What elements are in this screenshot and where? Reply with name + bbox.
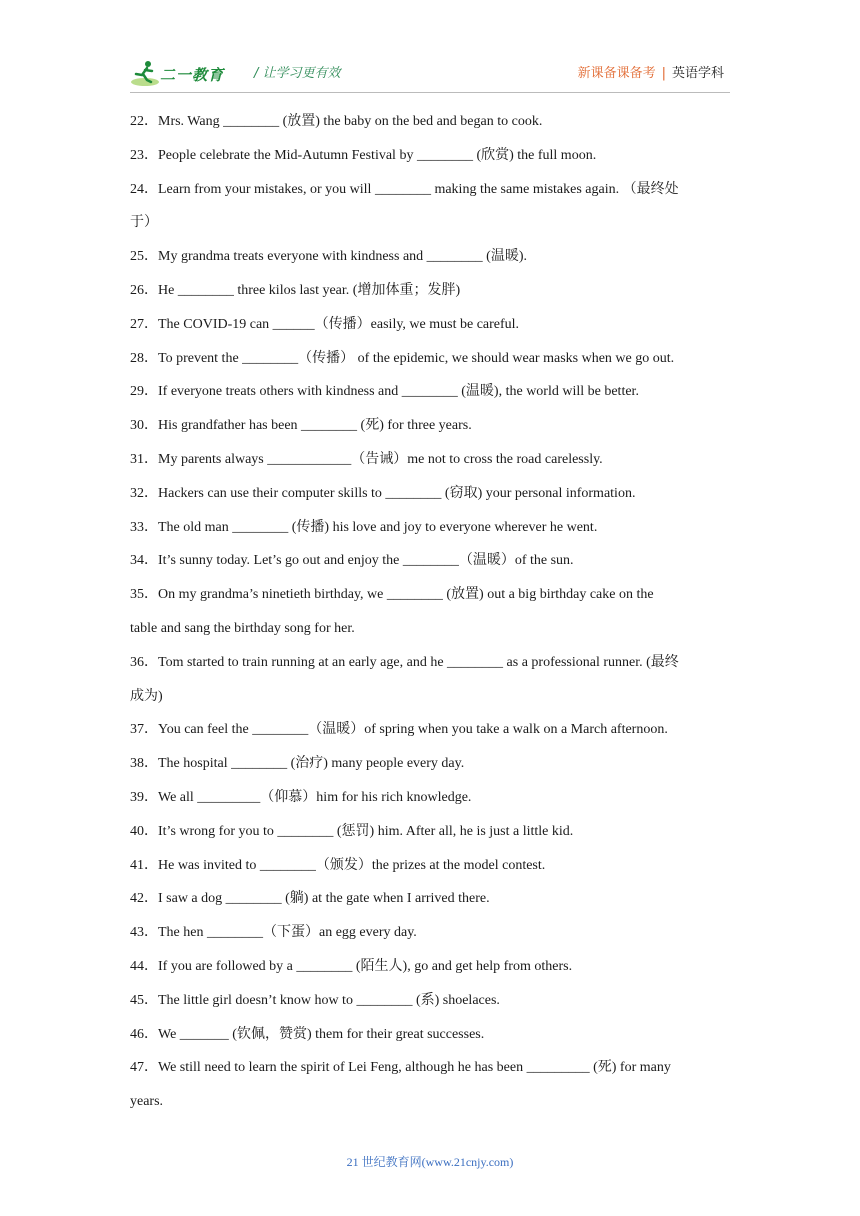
question-line: 25．My grandma treats everyone with kindness and ________ (温暖). [130,249,527,265]
header-divider [130,92,730,93]
question-line: 38．The hospital ________ (治疗) many people every day. [130,756,465,772]
question-line: 成为) [130,688,163,704]
question-line: table and sang the birthday song for her. [130,620,355,636]
question-line: 45．The little girl doesn’t know how to ________ (系) shoelaces. [130,992,500,1008]
question-line: 22．Mrs. Wang ________ (放置) the baby on the bed and began to cook. [130,114,543,129]
question-line: 23．People celebrate the Mid-Autumn Festival by ________ (欣赏) the full moon. [130,147,597,163]
question-line: 42．I saw a dog ________ (躺) at the gate when I arrived there. [130,891,490,907]
question-line: 24．Learn from your mistakes, or you will ________ making the same mistakes again. （最终处 [130,181,679,197]
question-line: 37．You can feel the ________（温暖）of spring when you take a walk on a March afternoon. [130,722,668,738]
question-line: 26．He ________ three kilos last year. (增加体重；发胖) [130,282,461,298]
question-line: 于） [130,215,158,231]
header-separator: | [661,66,666,81]
question-line: 31．My parents always ____________（告诫）me not to cross the road carelessly. [130,451,603,467]
logo-text: 二一教育 [160,66,225,84]
question-line: 33．The old man ________ (传播) his love and joy to everyone wherever he went. [130,519,598,535]
question-line: 46．We _______ (钦佩，赞赏) them for their great successes. [130,1026,485,1042]
question-line: 32．Hackers can use their computer skills to ________ (窃取) your personal information. [130,485,636,501]
question-line: 29．If everyone treats others with kindness and ________ (温暖), the world will be better. [130,384,639,400]
page-header [130,52,730,92]
question-line: 27．The COVID-19 can ______（传播）easily, we must be careful. [130,316,520,332]
question-line: 47．We still need to learn the spirit of Lei Feng, although he has been _________ (死) for many [130,1060,671,1076]
question-list [130,109,735,1123]
header-subject: 英语学科 [671,66,724,81]
question-line: 41．He was invited to ________（颁发）the prizes at the model contest. [130,857,546,873]
question-line: 28．To prevent the ________（传播） of the epidemic, we should wear masks when we go out. [130,350,675,366]
slogan: / 让学习更有效 [254,66,341,81]
question-line: 44．If you are followed by a ________ (陌生人), go and get help from others. [130,958,573,974]
question-line: 40．It’s wrong for you to ________ (惩罚) him. After all, he is just a little kid. [130,823,574,839]
page-footer: 21 世纪教育网(www.21cnjy.com) [346,1155,514,1169]
header-right [578,62,724,81]
question-line: 43．The hen ________（下蛋）an egg every day. [130,925,417,941]
question-line: 30．His grandfather has been ________ (死) for three years. [130,418,472,434]
header-subtitle: 新课备课备考 [577,66,656,81]
question-line: years. [130,1094,164,1110]
question-line: 36．Tom started to train running at an early age, and he ________ as a professional runner. (最终 [130,654,679,670]
site-logo [130,58,242,88]
question-line: 39．We all _________（仰慕）him for his rich knowledge. [130,789,472,805]
runner-icon [130,58,160,88]
question-line: 34．It’s sunny today. Let’s go out and enjoy the ________（温暖）of the sun. [130,553,574,569]
question-line: 35．On my grandma’s ninetieth birthday, we ________ (放置) out a big birthday cake on the [130,587,654,603]
